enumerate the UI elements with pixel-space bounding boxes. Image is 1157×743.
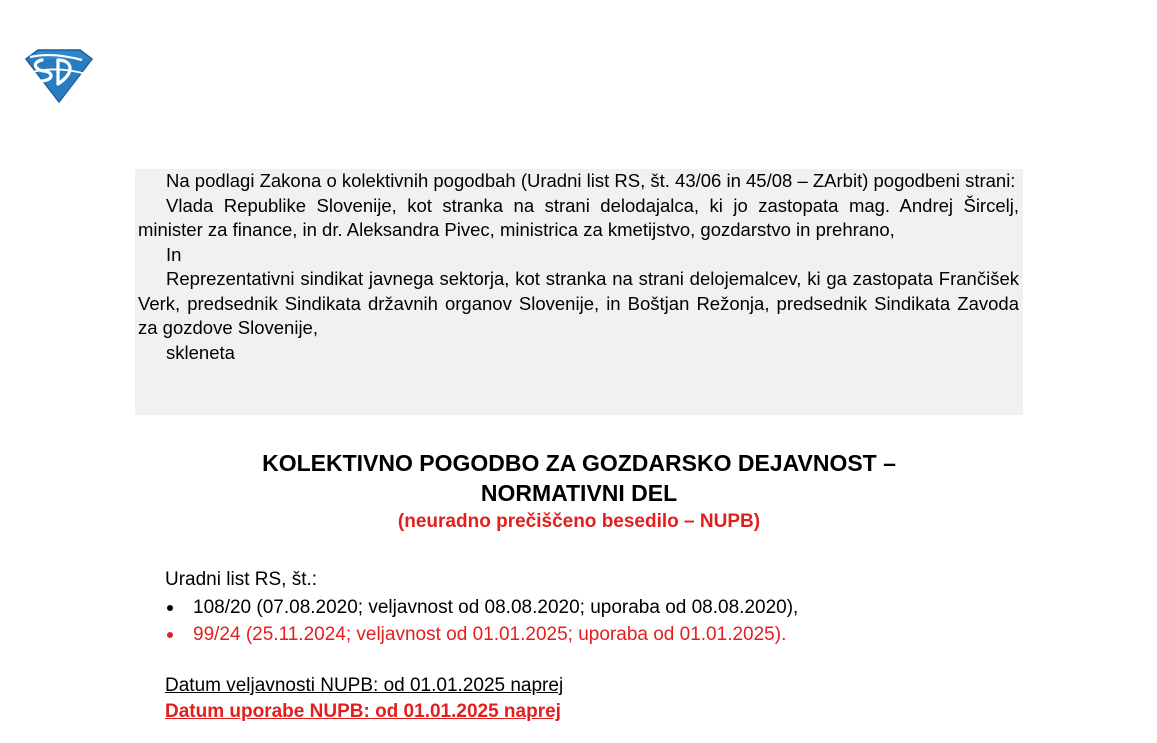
bullet-icon — [167, 632, 173, 638]
document-subtitle: (neuradno prečiščeno besedilo – NUPB) — [397, 511, 761, 532]
gazette-list — [165, 594, 798, 648]
preamble-paragraph-conclude: skleneta — [166, 341, 235, 363]
validity-date: Datum veljavnosti NUPB: od 01.01.2025 naprej — [165, 675, 564, 696]
gazette-item-text: 99/24 (25.11.2024; veljavnost od 01.01.2025; uporaba od 01.01.2025). — [193, 624, 787, 645]
bullet-icon — [167, 605, 173, 611]
document-title-line-2: NORMATIVNI DEL — [480, 480, 678, 506]
preamble-paragraph-legal-basis: Na podlagi Zakona o kolektivnih pogodbah (Uradni list RS, št. 43/06 in 45/08 – ZArbit) pogodbeni strani: — [166, 170, 1016, 191]
document-title-line-1: KOLEKTIVNO POGODBO ZA GOZDARSKO DEJAVNOST – — [262, 450, 896, 476]
sd-diamond-logo-icon — [22, 48, 96, 104]
use-date: Datum uporabe NUPB: od 01.01.2025 naprej — [165, 701, 561, 722]
gazette-item — [165, 621, 798, 648]
gazette-label: Uradni list RS, št.: — [165, 569, 318, 590]
preamble-paragraph-and: In — [166, 243, 182, 265]
preamble-paragraph-union: Reprezentativni sindikat javnega sektorja, kot stranka na strani delojemalcev, ki ga zastopata Frančišek Verk, predsednik Sindikata državnih organov Slovenije, in Boštjan Režonja, predsednik Sindikata Zavoda za gozdove Slovenije, — [138, 268, 1019, 338]
preamble-paragraph-government: Vlada Republike Slovenije, kot stranka na strani delodajalca, ki jo zastopata mag. Andrej Šircelj, minister za finance, in dr. Aleksandra Pivec, ministrica za kmetijstvo, gozdarstvo in prehrano, — [138, 194, 1019, 240]
preamble-box — [135, 169, 1023, 415]
gazette-item-text: 108/20 (07.08.2020; veljavnost od 08.08.2020; uporaba od 08.08.2020), — [193, 597, 799, 618]
preamble-text — [138, 169, 1019, 365]
gazette-item — [165, 594, 798, 621]
